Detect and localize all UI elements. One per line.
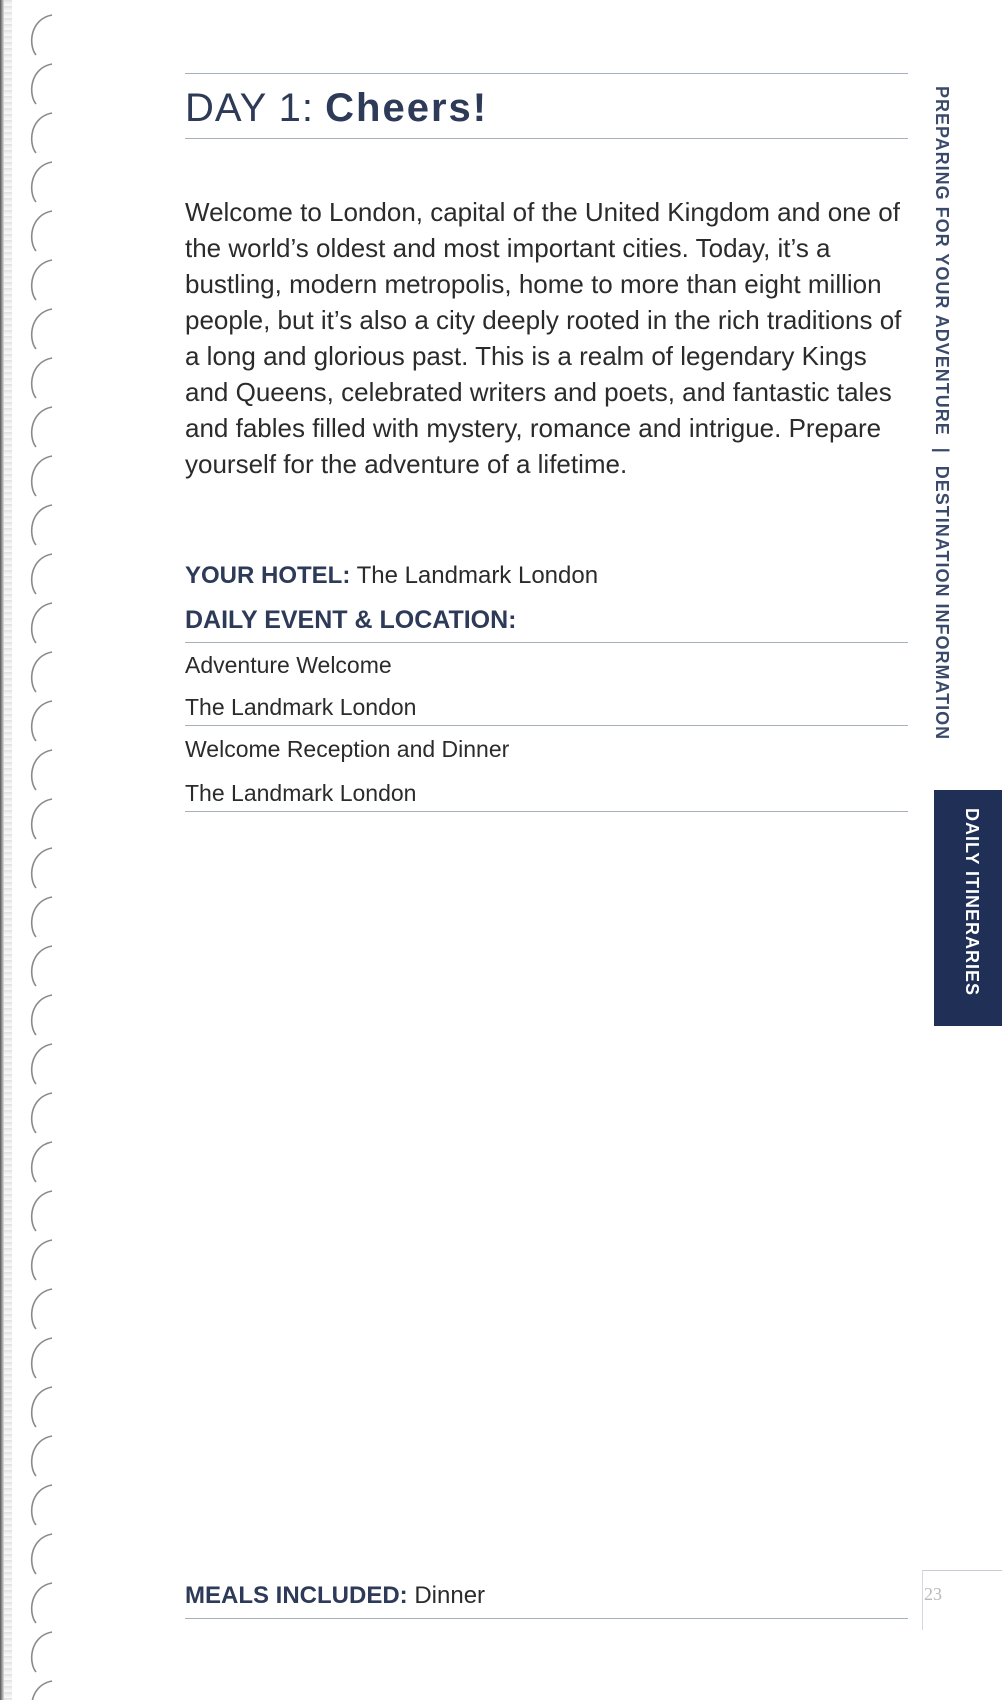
binding-ring xyxy=(32,554,52,594)
hotel-label: YOUR HOTEL: xyxy=(185,562,351,589)
heading-top-rule xyxy=(185,73,908,74)
heading-bottom-rule xyxy=(185,138,908,139)
side-navigation xyxy=(931,86,952,740)
hotel-line xyxy=(185,562,905,590)
binding-ring xyxy=(32,848,52,888)
binding-ring xyxy=(32,1681,52,1700)
binding-ring xyxy=(32,1436,52,1476)
binding-ring xyxy=(32,358,52,398)
binding-ring xyxy=(32,1093,52,1133)
hotel-name: The Landmark London xyxy=(356,562,599,589)
nav-separator: | xyxy=(932,447,952,454)
binding-ring xyxy=(32,652,52,692)
event-divider xyxy=(185,811,908,812)
spiral-binding xyxy=(22,0,62,1700)
nav-preparing[interactable]: PREPARING FOR YOUR ADVENTURE xyxy=(932,86,952,436)
events-heading: DAILY EVENT & LOCATION: xyxy=(185,606,517,634)
binding-ring xyxy=(32,1387,52,1427)
event-location: The Landmark London xyxy=(185,780,417,806)
binding-ring xyxy=(32,750,52,790)
event-name: Welcome Reception and Dinner xyxy=(185,736,510,762)
binding-ring xyxy=(32,1338,52,1378)
page-number-divider xyxy=(922,1570,923,1630)
binding-ring xyxy=(32,1240,52,1280)
meals-line xyxy=(185,1582,905,1610)
binding-ring xyxy=(32,1583,52,1623)
binding-ring xyxy=(32,407,52,447)
spine-shadow xyxy=(4,0,12,1700)
binding-ring xyxy=(32,799,52,839)
binding-ring xyxy=(32,456,52,496)
meals-rule xyxy=(185,1618,908,1619)
binding-ring xyxy=(32,1142,52,1182)
binding-ring xyxy=(32,15,52,55)
page-number-rule xyxy=(922,1570,1002,1571)
binding-ring xyxy=(32,995,52,1035)
binding-ring xyxy=(32,309,52,349)
day-label: DAY 1: xyxy=(185,86,315,130)
binding-ring xyxy=(32,1485,52,1525)
binding-ring xyxy=(32,162,52,202)
binding-ring xyxy=(32,1534,52,1574)
event-divider xyxy=(185,725,908,726)
binding-ring xyxy=(32,505,52,545)
binding-ring xyxy=(32,113,52,153)
page-title xyxy=(185,86,905,131)
day-headline: Cheers! xyxy=(325,86,489,130)
meals-value: Dinner xyxy=(414,1582,486,1609)
binding-ring xyxy=(32,603,52,643)
binding-ring xyxy=(32,260,52,300)
tab-label: DAILY ITINERARIES xyxy=(962,808,982,997)
binding-ring xyxy=(32,897,52,937)
daily-itineraries-tab[interactable] xyxy=(934,790,1002,1026)
binding-ring xyxy=(32,701,52,741)
binding-ring xyxy=(32,1191,52,1231)
binding-ring xyxy=(32,946,52,986)
event-location: The Landmark London xyxy=(185,694,417,720)
binding-ring xyxy=(32,64,52,104)
binding-ring xyxy=(32,211,52,251)
nav-destination[interactable]: DESTINATION INFORMATION xyxy=(932,465,952,741)
binding-ring xyxy=(32,1632,52,1672)
binding-ring xyxy=(32,1289,52,1329)
meals-label: MEALS INCLUDED: xyxy=(185,1582,408,1609)
event-name: Adventure Welcome xyxy=(185,652,392,678)
binding-ring xyxy=(32,1044,52,1084)
events-heading-rule xyxy=(185,642,908,643)
page-number: 23 xyxy=(924,1584,942,1604)
intro-paragraph: Welcome to London, capital of the United Kingdom and one of the world’s oldest and most important cities. Today, it’s a bustling, modern metropolis, home to more than eight million people, but it’s also a city deeply rooted in the rich traditions of a long and glorious past. This is a realm of legendary Kings and Queens, celebrated writers and poets, and fantastic tales and fables filled with mystery, romance and intrigue. Prepare yourself for the adventure of a lifetime. xyxy=(185,197,902,479)
